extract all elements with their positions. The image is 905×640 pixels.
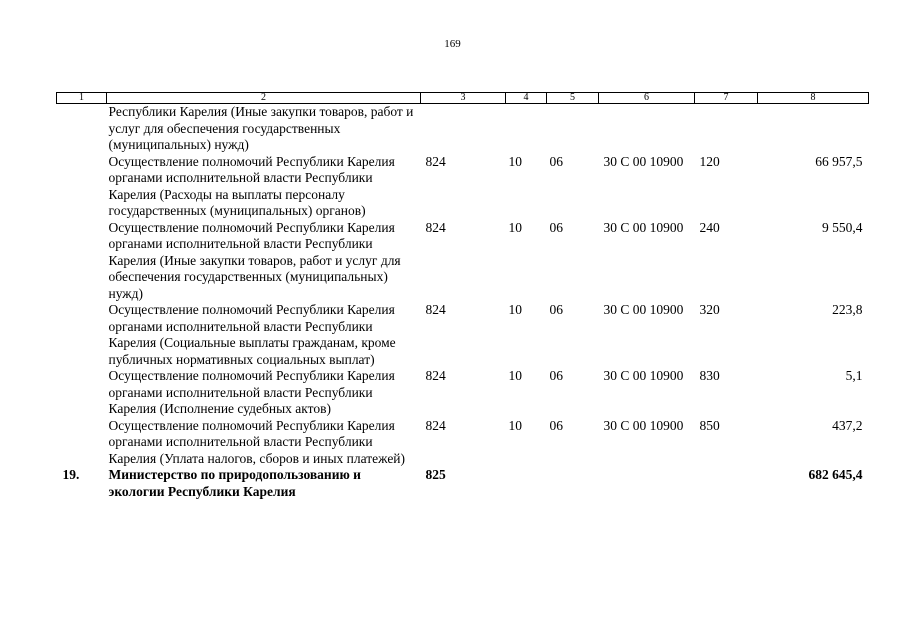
row-subsection: 06 — [549, 368, 563, 383]
table-row — [57, 104, 869, 154]
table-row — [57, 368, 869, 418]
row-description: Осуществление полномочий Республики Карелия органами исполнительной власти Республики Карелия (Социальные выплаты гражданам, кроме публичных нормативных социальных выплат) — [108, 302, 396, 367]
row-expense-type: 120 — [699, 153, 720, 169]
row-section — [506, 467, 547, 500]
row-description: Министерство по природопользованию и экологии Республики Карелия — [108, 467, 361, 499]
row-section: 10 — [508, 302, 522, 317]
row-subsection — [547, 104, 599, 154]
header-col-7: 7 — [695, 93, 758, 104]
row-description: Осуществление полномочий Республики Карелия органами исполнительной власти Республики Карелия (Уплата налогов, сборов и иных платежей) — [108, 417, 406, 466]
row-amount: 437,2 — [832, 417, 863, 433]
header-col-3: 3 — [421, 93, 506, 104]
row-target-article: 30 С 00 10900 — [603, 219, 684, 235]
row-section — [506, 104, 547, 154]
row-target-article: 30 С 00 10900 — [603, 368, 684, 383]
row-amount — [758, 104, 869, 154]
row-amount: 66 957,5 — [815, 153, 863, 169]
row-number — [57, 104, 107, 154]
row-number — [57, 368, 107, 418]
row-ministry-code: 824 — [425, 302, 446, 317]
row-amount: 9 550,4 — [822, 219, 863, 235]
row-subsection: 06 — [549, 219, 563, 235]
row-subsection: 06 — [549, 153, 563, 169]
header-col-6: 6 — [599, 93, 695, 104]
row-target-article — [599, 104, 695, 154]
table-row — [57, 467, 869, 500]
row-ministry-code: 825 — [425, 467, 446, 482]
header-col-4: 4 — [506, 93, 547, 104]
row-number — [57, 220, 107, 303]
row-target-article — [599, 467, 695, 500]
row-expense-type — [695, 104, 758, 154]
row-number — [57, 154, 107, 220]
row-subsection: 06 — [549, 417, 563, 433]
row-number: 19. — [62, 467, 80, 482]
row-target-article: 30 С 00 10900 — [603, 417, 684, 433]
row-expense-type: 830 — [699, 368, 720, 383]
row-expense-type: 320 — [699, 302, 720, 317]
header-col-2: 2 — [107, 93, 421, 104]
table-row — [57, 154, 869, 220]
row-target-article: 30 С 00 10900 — [603, 302, 684, 317]
table-header-row — [57, 93, 869, 104]
row-ministry-code: 824 — [425, 219, 446, 235]
row-number — [57, 418, 107, 468]
row-subsection: 06 — [549, 302, 563, 317]
row-description: Осуществление полномочий Республики Карелия органами исполнительной власти Республики Карелия (Иные закупки товаров, работ и услуг для обеспечения государственных (муниципальных) нужд) — [108, 219, 401, 301]
row-ministry-code — [421, 104, 506, 154]
row-ministry-code: 824 — [425, 153, 446, 169]
table-row — [57, 302, 869, 368]
table-row — [57, 220, 869, 303]
table-row — [57, 418, 869, 468]
row-description: Республики Карелия (Иные закупки товаров, работ и услуг для обеспечения государственных (муниципальных) нужд) — [108, 104, 414, 152]
row-amount: 5,1 — [845, 368, 863, 383]
row-section: 10 — [508, 368, 522, 383]
row-ministry-code: 824 — [425, 368, 446, 383]
row-expense-type: 240 — [699, 219, 720, 235]
row-subsection — [547, 467, 599, 500]
header-col-5: 5 — [547, 93, 599, 104]
header-col-1: 1 — [57, 93, 107, 104]
row-section: 10 — [508, 219, 522, 235]
row-section: 10 — [508, 153, 522, 169]
row-description: Осуществление полномочий Республики Карелия органами исполнительной власти Республики Карелия (Исполнение судебных актов) — [108, 368, 395, 416]
page-number: 169 — [444, 38, 461, 50]
row-section: 10 — [508, 417, 522, 433]
row-amount: 682 645,4 — [808, 467, 863, 482]
header-col-8: 8 — [758, 93, 869, 104]
row-expense-type: 850 — [699, 417, 720, 433]
row-amount: 223,8 — [832, 302, 863, 317]
row-target-article: 30 С 00 10900 — [603, 153, 684, 169]
row-number — [57, 302, 107, 368]
row-ministry-code: 824 — [425, 417, 446, 433]
budget-table — [56, 92, 869, 500]
row-description: Осуществление полномочий Республики Карелия органами исполнительной власти Республики Карелия (Расходы на выплаты персоналу государственных (муниципальных) органов) — [108, 153, 395, 218]
row-expense-type — [695, 467, 758, 500]
